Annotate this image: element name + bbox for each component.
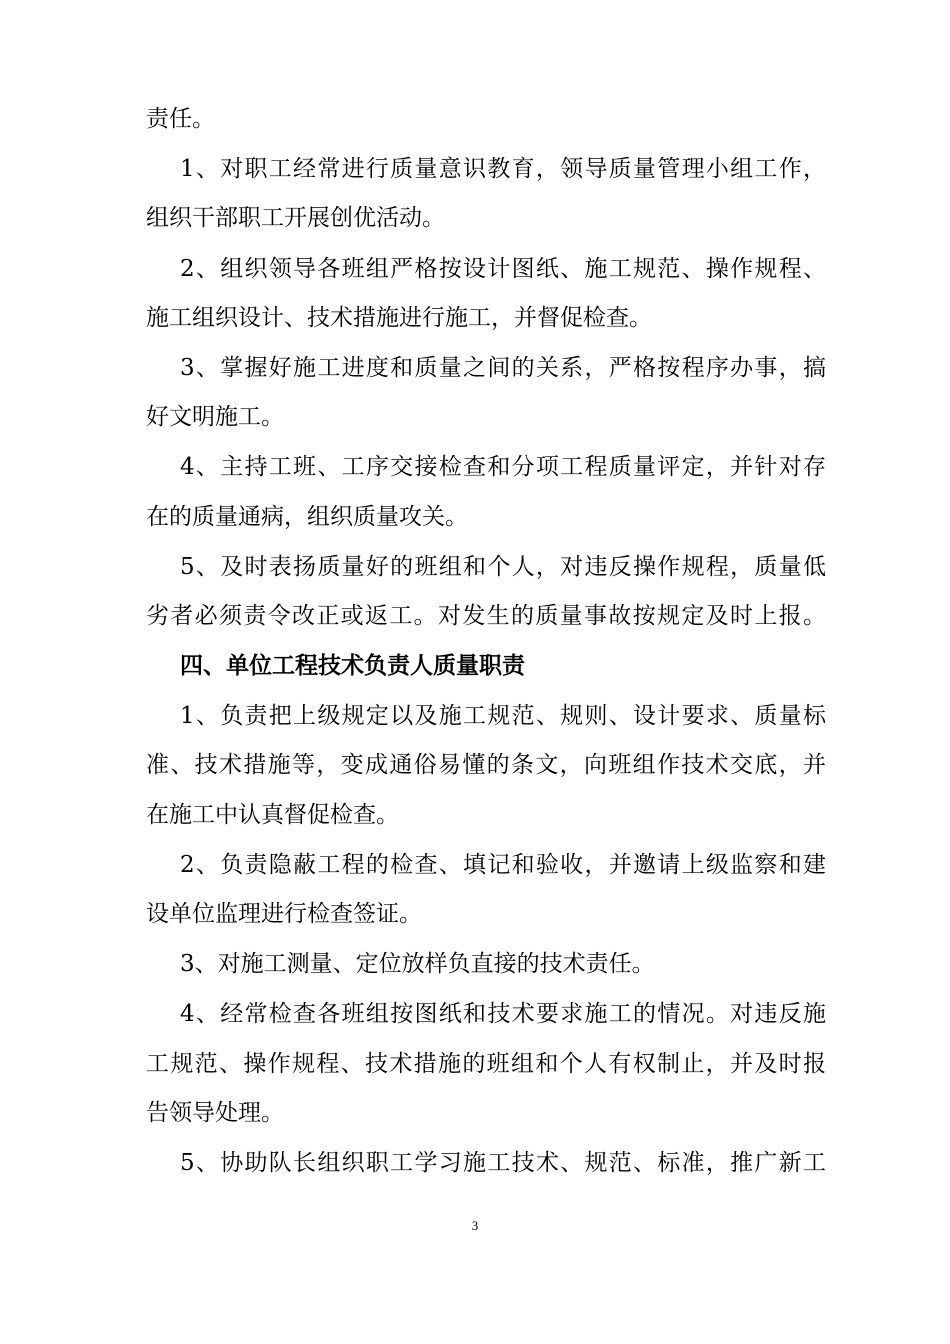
text-line: 责任。 (146, 106, 215, 132)
section-heading: 四、单位工程技术负责人质量职责 (180, 652, 525, 679)
text-line: 准、技术措施等，变成通俗易懂的条文，向班组作技术交底，并 (146, 752, 826, 778)
text-line: 设单位监理进行检查签证。 (146, 901, 422, 927)
text-line: 3、对施工测量、定位放样负直接的技术责任。 (180, 951, 655, 977)
text-line: 在的质量通病，组织质量攻关。 (146, 504, 468, 530)
text-line: 好文明施工。 (146, 404, 284, 430)
text-line: 组织干部职工开展创优活动。 (146, 205, 445, 231)
page-number: 3 (471, 1218, 479, 1233)
text-line: 在施工中认真督促检查。 (146, 802, 399, 828)
text-line: 5、协助队长组织职工学习施工技术、规范、标准，推广新工 (180, 1150, 826, 1176)
text-line: 4、主持工班、工序交接检查和分项工程质量评定，并针对存 (180, 454, 826, 480)
text-line: 2、负责隐蔽工程的检查、填记和验收，并邀请上级监察和建 (180, 852, 826, 878)
text-line: 劣者必须责令改正或返工。对发生的质量事故按规定及时上报。 (146, 603, 826, 629)
text-line: 告领导处理。 (146, 1100, 284, 1126)
text-line: 1、负责把上级规定以及施工规范、规则、设计要求、质量标 (180, 703, 826, 729)
text-line: 2、组织领导各班组严格按设计图纸、施工规范、操作规程、 (180, 256, 826, 282)
text-line: 施工组织设计、技术措施进行施工，并督促检查。 (146, 305, 652, 331)
text-line: 1、对职工经常进行质量意识教育，领导质量管理小组工作， (180, 156, 826, 182)
text-line: 5、及时表扬质量好的班组和个人，对违反操作规程，质量低 (180, 554, 826, 580)
text-line: 4、经常检查各班组按图纸和技术要求施工的情况。对违反施 (180, 1001, 826, 1027)
text-line: 工规范、操作规程、技术措施的班组和个人有权制止，并及时报 (146, 1051, 826, 1077)
text-line: 3、掌握好施工进度和质量之间的关系，严格按程序办事，搞 (180, 355, 826, 381)
